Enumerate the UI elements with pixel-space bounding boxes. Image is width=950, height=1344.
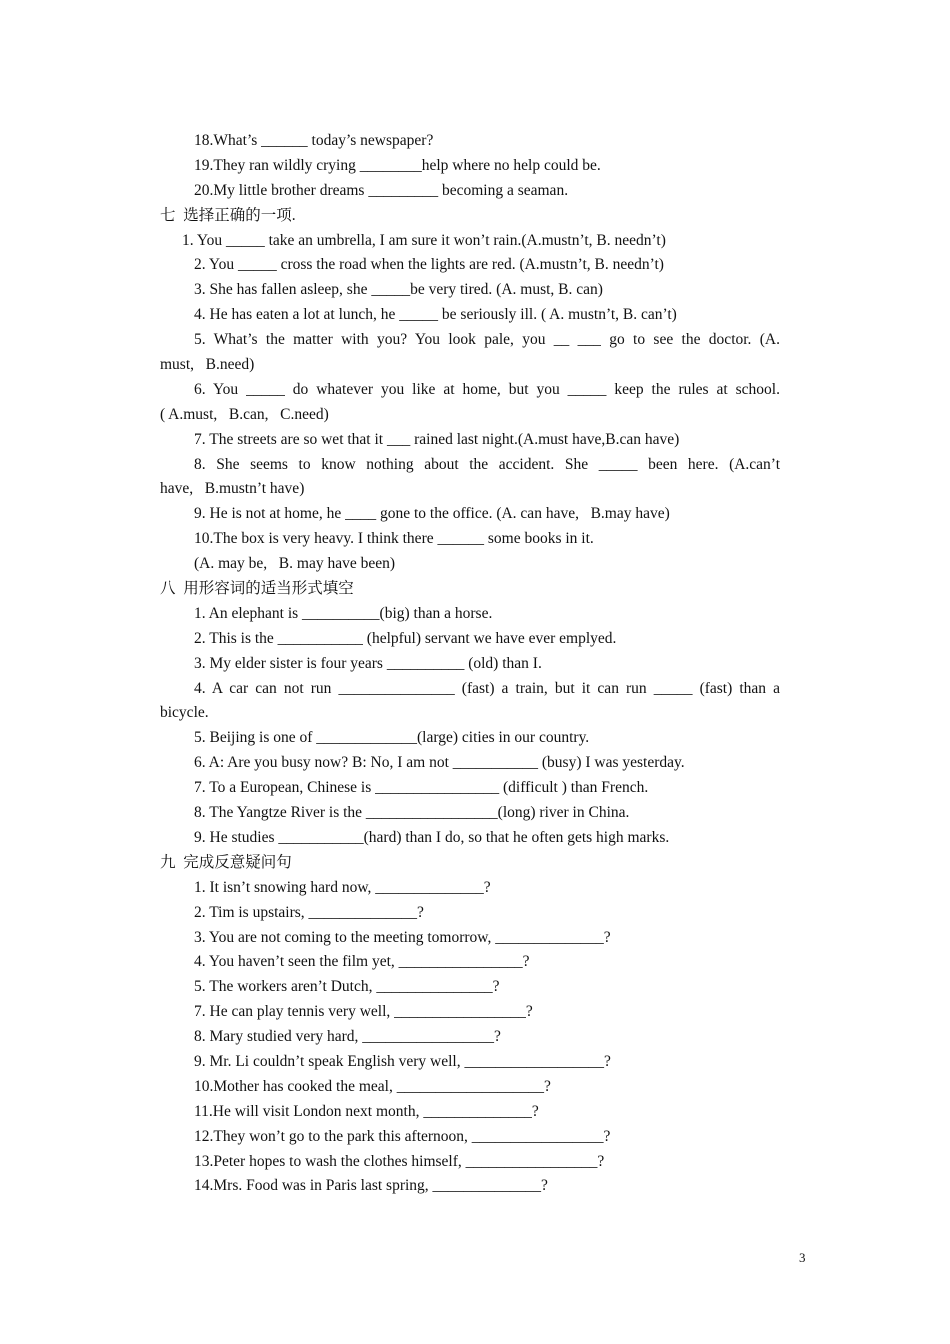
worksheet-line: 八 用形容词的适当形式填空: [160, 580, 354, 598]
worksheet-line: 5. The workers aren’t Dutch, _______________?: [194, 978, 500, 996]
worksheet-line: 7. The streets are so wet that it ___ rained last night.(A.must have,B.can have): [194, 430, 680, 448]
worksheet-line: 2. This is the ___________ (helpful) servant we have ever emplyed.: [194, 629, 617, 647]
worksheet-line: must, B.need): [160, 356, 255, 374]
worksheet-line: 5. What’s the matter with you? You look pale, you __ ___ go to see the doctor. (A.: [194, 331, 780, 349]
worksheet-line: 6. A: Are you busy now? B: No, I am not ___________ (busy) I was yesterday.: [194, 754, 685, 772]
worksheet-line: (A. may be, B. may have been): [194, 555, 396, 573]
worksheet-line: 9. He studies ___________(hard) than I do, so that he often gets high marks.: [194, 828, 670, 846]
worksheet-line: 七 选择正确的一项.: [160, 206, 296, 224]
worksheet-line: 12.They won’t go to the park this afternoon, _________________?: [194, 1127, 611, 1145]
worksheet-line: 8. The Yangtze River is the _________________(long) river in China.: [194, 804, 630, 822]
worksheet-line: ( A.must, B.can, C.need): [160, 405, 329, 423]
worksheet-line: bicycle.: [160, 704, 209, 722]
page-number: 3: [799, 1250, 806, 1265]
worksheet-line: 九 完成反意疑问句: [160, 853, 292, 871]
worksheet-body: [160, 129, 780, 1199]
worksheet-line: 13.Peter hopes to wash the clothes himself, _________________?: [194, 1152, 605, 1170]
worksheet-line: 11.He will visit London next month, ______________?: [194, 1102, 539, 1120]
worksheet-line: 4. You haven’t seen the film yet, ________________?: [194, 953, 530, 971]
worksheet-line: 1. An elephant is __________(big) than a horse.: [194, 604, 493, 622]
worksheet-line: 4. He has eaten a lot at lunch, he _____ be seriously ill. ( A. mustn’t, B. can’t): [194, 306, 677, 324]
worksheet-line: 1. You _____ take an umbrella, I am sure it won’t rain.(A.mustn’t, B. needn’t): [182, 231, 666, 249]
worksheet-line: 2. Tim is upstairs, ______________?: [194, 903, 424, 921]
worksheet-line: 7. He can play tennis very well, _________________?: [194, 1003, 533, 1021]
worksheet-line: 3. My elder sister is four years __________ (old) than I.: [194, 654, 542, 672]
worksheet-line: 1. It isn’t snowing hard now, ______________?: [194, 878, 491, 896]
worksheet-line: 2. You _____ cross the road when the lights are red. (A.mustn’t, B. needn’t): [194, 256, 664, 274]
worksheet-line: 9. Mr. Li couldn’t speak English very well, __________________?: [194, 1052, 611, 1070]
worksheet-line: 8. She seems to know nothing about the accident. She _____ been here. (A.can’t: [194, 455, 780, 473]
worksheet-line: 4. A car can not run _______________ (fast) a train, but it can run _____ (fast) than a: [194, 679, 780, 697]
worksheet-line: 14.Mrs. Food was in Paris last spring, ______________?: [194, 1177, 548, 1195]
worksheet-line: 20.My little brother dreams _________ becoming a seaman.: [194, 181, 569, 199]
worksheet-line: 3. You are not coming to the meeting tomorrow, ______________?: [194, 928, 611, 946]
worksheet-line: 9. He is not at home, he ____ gone to the office. (A. can have, B.may have): [194, 505, 670, 523]
worksheet-line: 8. Mary studied very hard, _________________?: [194, 1028, 501, 1046]
worksheet-line: 19.They ran wildly crying ________help where no help could be.: [194, 156, 601, 174]
worksheet-line: 6. You _____ do whatever you like at home, but you _____ keep the rules at school.: [194, 380, 780, 398]
worksheet-line: 18.What’s ______ today’s newspaper?: [194, 132, 434, 149]
worksheet-line: 10.Mother has cooked the meal, ___________________?: [194, 1077, 551, 1095]
worksheet-line: 7. To a European, Chinese is ________________ (difficult ) than French.: [194, 779, 649, 797]
worksheet-line: 5. Beijing is one of _____________(large) cities in our country.: [194, 729, 590, 747]
worksheet-line: 3. She has fallen asleep, she _____be very tired. (A. must, B. can): [194, 281, 603, 299]
worksheet-line: 10.The box is very heavy. I think there ______ some books in it.: [194, 530, 594, 548]
worksheet-line: have, B.mustn’t have): [160, 480, 305, 498]
